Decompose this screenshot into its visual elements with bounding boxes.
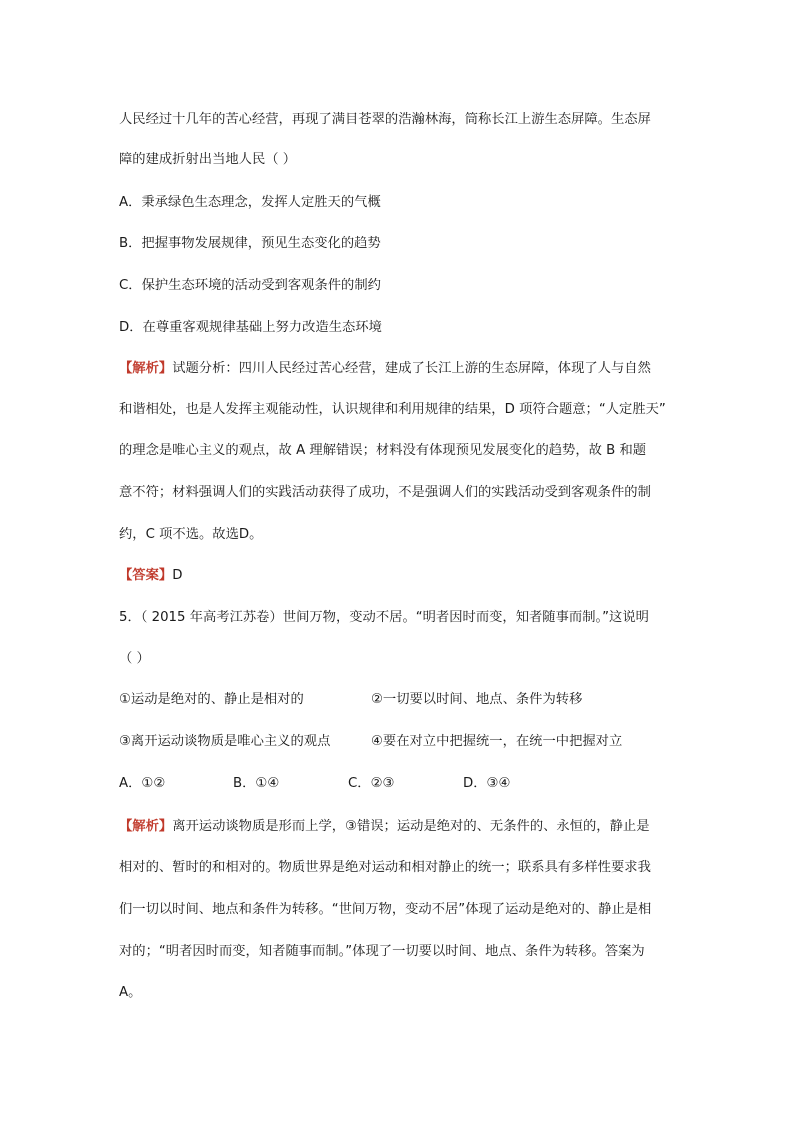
q4-analysis-line-3: 的理念是唯心主义的观点，故 A 理解错误；材料没有体现预见发展变化的趋势，故 B 和题 — [119, 443, 647, 458]
q5-choice-a: A．①② — [119, 776, 166, 791]
q4-analysis-line-2: 和谐相处，也是人发挥主观能动性，认识规律和利用规律的结果，D 项符合题意；“人定胜天” — [119, 402, 666, 417]
q4-stem-line-2: 障的建成折射出当地人民（ ） — [119, 152, 297, 167]
q4-option-b: B．把握事物发展规律，预见生态变化的趋势 — [119, 236, 381, 251]
q4-option-c: C．保护生态环境的活动受到客观条件的制约 — [119, 278, 381, 293]
q5-analysis-line-1 — [119, 817, 650, 837]
q5-items-row-2 — [119, 732, 622, 752]
q4-answer-line — [119, 566, 182, 586]
q4-answer-value: D — [172, 568, 183, 583]
q5-item-1: ①运动是绝对的、静止是相对的 — [119, 692, 304, 707]
q5-analysis-line-3: 们一切以时间、地点和条件为转移。“世间万物，变动不居”体现了运动是绝对的、静止是相 — [119, 902, 652, 917]
q5-items-row-1 — [119, 690, 582, 710]
q5-analysis-text: 离开运动谈物质是形而上学，③错误；运动是绝对的、无条件的、永恒的，静止是 — [172, 819, 650, 834]
q5-analysis-line-5: A。 — [119, 985, 142, 1000]
q4-analysis-tag: 【解析】 — [119, 361, 173, 376]
q5-analysis-line-2: 相对的、暂时的和相对的。物质世界是绝对运动和相对静止的统一；联系具有多样性要求我 — [119, 860, 651, 875]
q4-stem-line-1: 人民经过十几年的苦心经营，再现了满目苍翠的浩瀚林海，筒称长江上游生态屏障。生态屏 — [119, 112, 651, 127]
q5-item-3: ③离开运动谈物质是唯心主义的观点 — [119, 734, 331, 749]
q5-analysis-line-4: 对的；“明者因时而变，知者随事而制。”体现了一切要以时间、地点、条件为转移。答案为 — [119, 944, 645, 959]
q5-choice-d: D．③④ — [463, 776, 511, 791]
q5-analysis-tag: 【解析】 — [119, 819, 173, 834]
q5-choice-c: C．②③ — [348, 776, 395, 791]
q5-item-2: ②一切要以时间、地点、条件为转移 — [371, 692, 583, 707]
q5-item-4: ④要在对立中把握统一，在统一中把握对立 — [371, 734, 623, 749]
q4-analysis-line-1 — [119, 359, 651, 379]
q5-choice-b: B．①④ — [233, 776, 280, 791]
q4-analysis-line-4: 意不符；材料强调人们的实践活动获得了成功，不是强调人们的实践活动受到客观条件的制 — [119, 485, 651, 500]
q5-choices-row — [119, 774, 510, 794]
q5-stem-line-2: （ ） — [119, 651, 150, 666]
q5-stem-line-1: 5．（ 2015 年高考江苏卷）世间万物，变动不居。“明者因时而变，知者随事而制。”这说明 — [119, 610, 649, 625]
q4-analysis-line-5: 约，C 项不选。故选D。 — [119, 527, 263, 542]
q4-option-d: D．在尊重客观规律基础上努力改造生态环境 — [119, 320, 382, 335]
q4-analysis-text: 试题分析：四川人民经过苦心经营，建成了长江上游的生态屏障，体现了人与自然 — [172, 361, 651, 376]
q4-answer-tag: 【答案】 — [119, 568, 173, 583]
q4-option-a: A．秉承绿色生态理念，发挥人定胜天的气概 — [119, 195, 381, 210]
